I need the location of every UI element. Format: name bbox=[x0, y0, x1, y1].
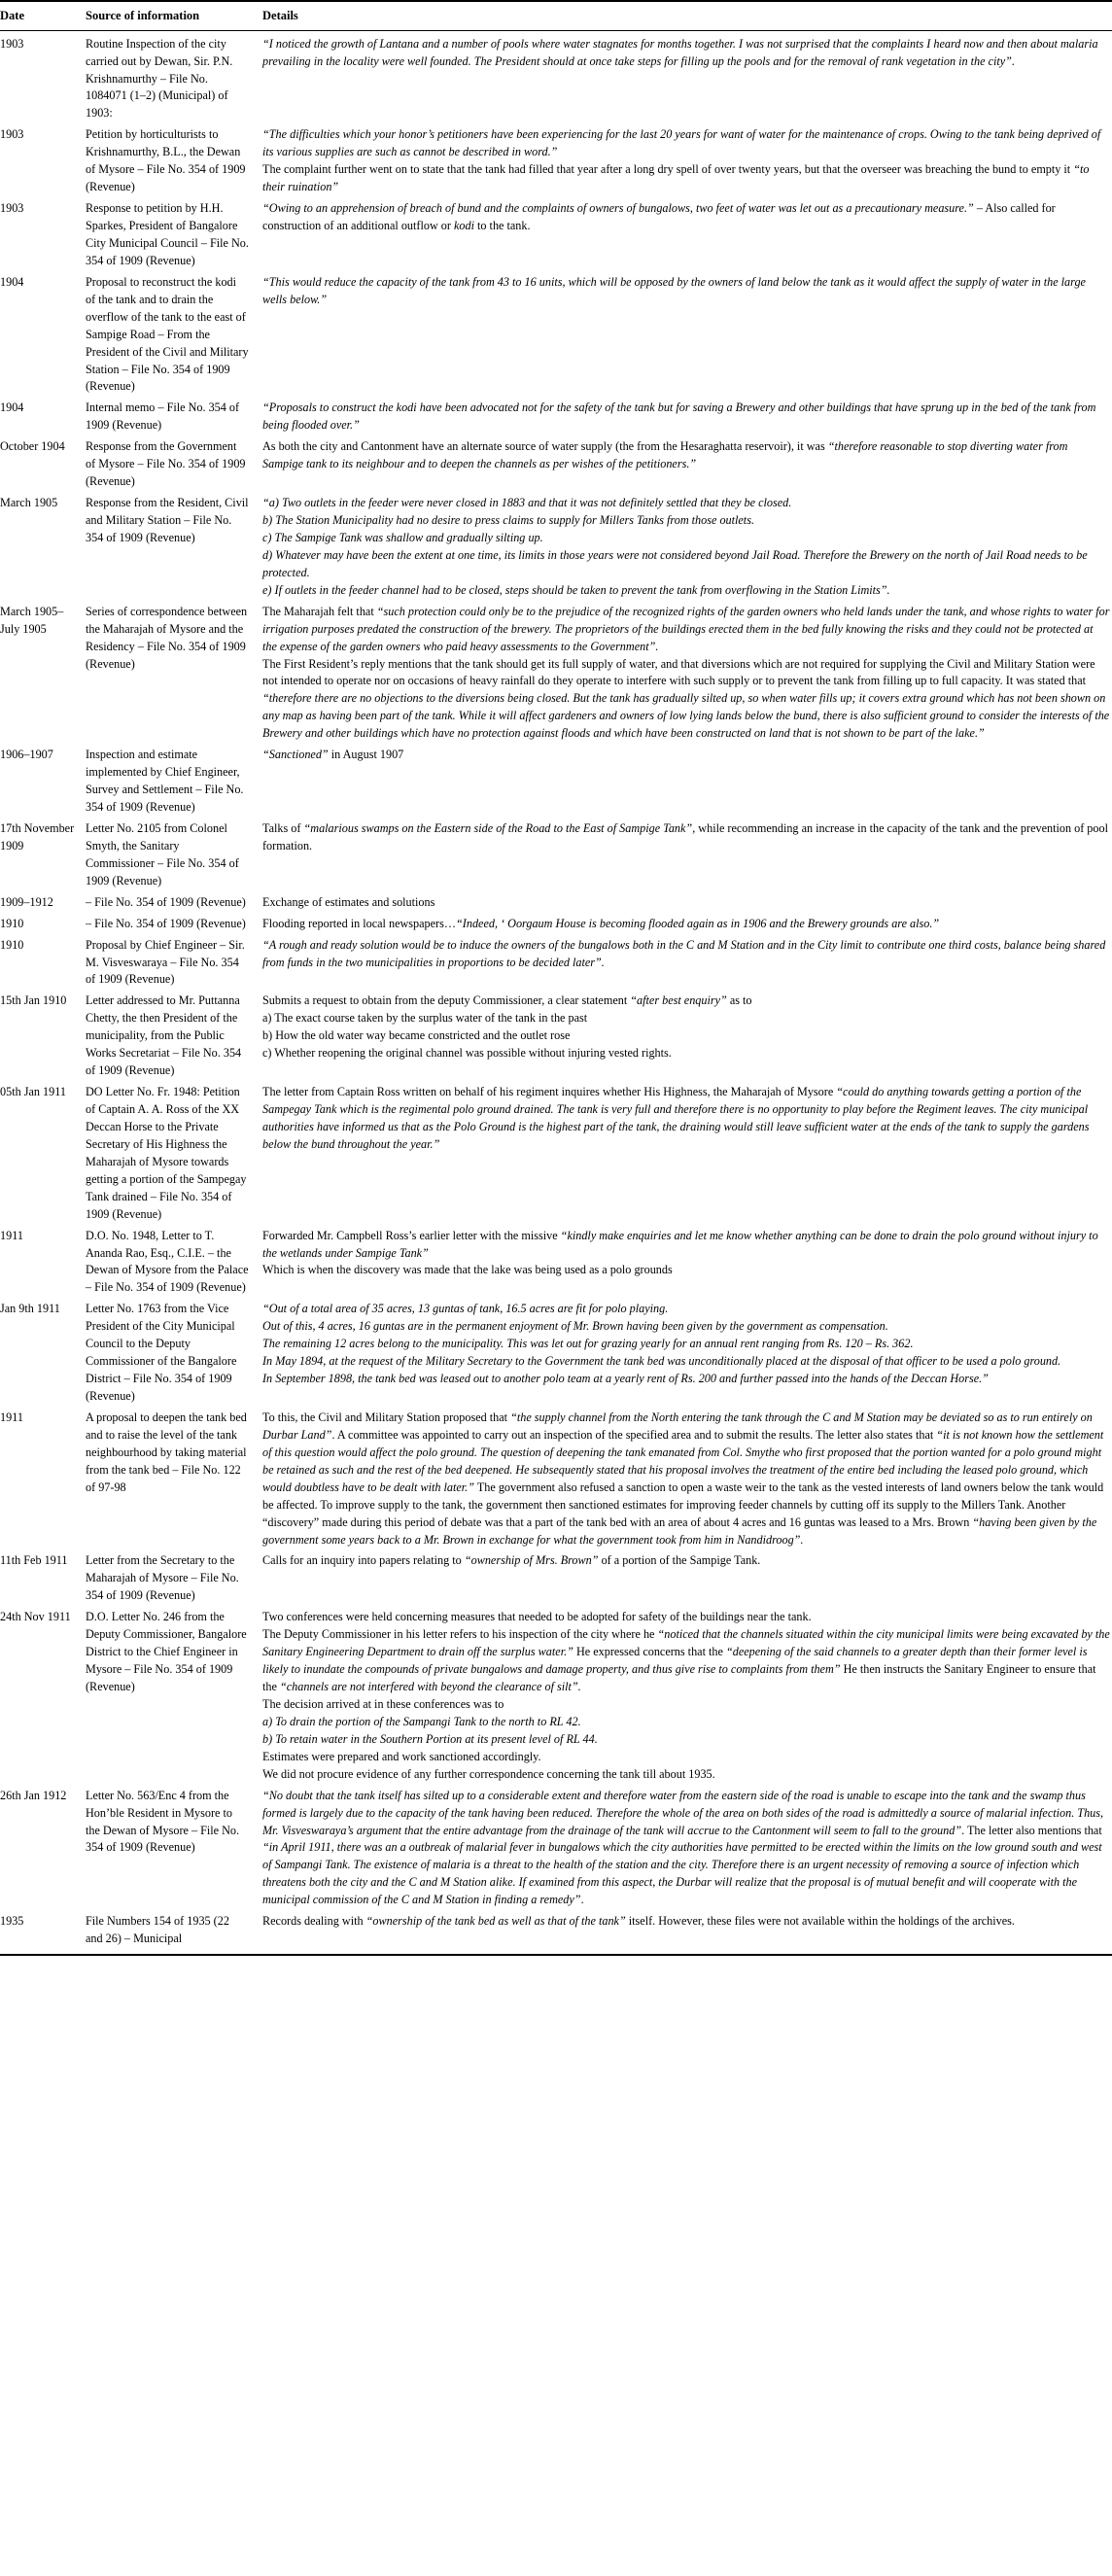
quoted-text: d) Whatever may have been the extent at one time, its limits in those years were not considered beyond Jail Road. Therefore the Brewery on the north of Jail Road needs to be protected. bbox=[262, 547, 1088, 579]
cell-source: Proposal to reconstruct the kodi of the tank and to drain the overflow of the tank to the east of Sampige Road – From the President of the Civil and Military Station – File No. 354 of 1909 (Revenue) bbox=[86, 274, 249, 394]
table-row bbox=[0, 493, 1112, 602]
detail-paragraph: To this, the Civil and Military Station proposed that “the supply channel from the North entering the tank through the C and M Station may be deviated so as to run entirely on Durbar Land”. A committee was appointed to carry out an inspection of the specified area and to submit the results. The letter also states that “it is not known how the settlement of this question would affect the polo ground. The question of deepening the tank emanated from Col. Smythe who first proposed that the portion wanted for a polo ground might be retained as such and the rest of the bed deepened. He subsequently stated that his proposal involves the treatment of the entire bed including the leased polo ground, which would doubtless have to be dealt with later.” The government also refused a sanction to open a waste weir to the tank as the vested interests of land owners below the tank would be affected. To improve supply to the tank, the government then sanctioned estimates for improving feeder channels by cutting off its supply to the Millers Tank. Another “discovery” made during this period of debate was that a part of the tank bed with an area of about 4 acres and 16 guntas was leased to a Mrs. Brown “having been given by the government some years back to a Mr. Brown in exchange for what the government took from him in Nandidroog”. bbox=[262, 1410, 1104, 1547]
table-row bbox=[0, 991, 1112, 1082]
detail-list-line bbox=[262, 547, 1110, 582]
detail-list-line bbox=[262, 1353, 1110, 1371]
table-body bbox=[0, 30, 1112, 1955]
cell-source: Proposal by Chief Engineer – Sir. M. Visveswaraya – File No. 354 of 1909 (Revenue) bbox=[86, 937, 245, 987]
detail-list-line bbox=[262, 530, 1110, 547]
table-row bbox=[0, 1226, 1112, 1300]
cell-source: A proposal to deepen the tank bed and to raise the level of the tank neighbourhood by taking material from the tank bed – File No. 122 of 97-98 bbox=[86, 1410, 247, 1494]
quoted-text: “after best enquiry” bbox=[630, 993, 727, 1008]
cell-date: 1903 bbox=[0, 127, 24, 142]
quoted-text: “could do anything towards getting a portion of the Sampegay Tank which is the regimental polo ground drained. The tank is very full and therefore there is no opportunity to play before the Regiment leaves. The city municipal authorities have informed us that as the Polo Ground is the highest part of the tank, the draining would still leave sufficient water at the ends of the tank to supply the gardens below the bund throughout the year.” bbox=[262, 1085, 1090, 1151]
quoted-text: “the supply channel from the North entering the tank through the C and M Station may be deviated so as to run entirely on Durbar Land” bbox=[262, 1410, 1093, 1442]
cell-details bbox=[262, 1911, 1112, 1955]
cell-details bbox=[262, 124, 1112, 198]
cell-source: Routine Inspection of the city carried out by Dewan, Sir. P.N. Krishnamurthy – File No. 1084071 (1–2) (Municipal) of 1903: bbox=[86, 36, 233, 121]
detail-paragraph: The letter from Captain Ross written on behalf of his regiment inquires whether His Highness, the Maharajah of Mysore “could do anything towards getting a portion of the Sampegay Tank which is the regimental polo ground drained. The tank is very full and therefore there is no opportunity to play before the Regiment leaves. The city municipal authorities have informed us that as the Polo Ground is the highest part of the tank, the draining would still leave sufficient water at the ends of the tank to supply the gardens below the bund throughout the year.” bbox=[262, 1085, 1090, 1151]
cell-date: 1903 bbox=[0, 36, 24, 51]
detail-paragraph: The First Resident’s reply mentions that the tank should get its full supply of water, and that diversions which are not required for supplying the Civil and Military Station were not intended to operate nor on occasions of heavy rainfall do they operate to interfere with such supply or to prevent the tank from filling up to full capacity. It was stated that “therefore there are no objections to the diversions being closed. But the tank has gradually silted up, so when water fills up; it covers extra ground which has not been shown on any map as having been part of the tank. While it will affect gardeners and owners of low lying lands below the bund, there is also sufficient ground to consider the interests of the Brewery and other buildings which have no protection against floods and which have been constructed on land that is not shown to be part of the lake.” bbox=[262, 656, 1110, 741]
cell-source: DO Letter No. Fr. 1948: Petition of Captain A. A. Ross of the XX Deccan Horse to the Private Secretary of His Highness the Maharajah of Mysore towards getting a portion of the Sampegay Tank drained – File No. 354 of 1909 (Revenue) bbox=[86, 1085, 247, 1221]
cell-date: 24th Nov 1911 bbox=[0, 1610, 71, 1624]
detail-paragraph bbox=[262, 126, 1110, 161]
detail-paragraph bbox=[262, 36, 1110, 71]
cell-details bbox=[262, 1607, 1112, 1785]
cell-source: Letter from the Secretary to the Maharajah of Mysore – File No. 354 of 1909 (Revenue) bbox=[86, 1553, 239, 1603]
detail-paragraph: The decision arrived at in these conferences was to bbox=[262, 1696, 504, 1711]
table-row bbox=[0, 1082, 1112, 1226]
cell-date: 1904 bbox=[0, 274, 24, 289]
detail-paragraph: Submits a request to obtain from the deputy Commissioner, a clear statement “after best enquiry” as to bbox=[262, 993, 752, 1008]
cell-details bbox=[262, 436, 1112, 493]
cell-date: Jan 9th 1911 bbox=[0, 1302, 60, 1316]
detail-list-line: a) The exact course taken by the surplus water of the tank in the past bbox=[262, 1011, 588, 1026]
cell-details bbox=[262, 1550, 1112, 1607]
detail-paragraph: The Deputy Commissioner in his letter refers to his inspection of the city where he “noticed that the channels situated within the city municipal limits were being excavated by the Sanitary Engineering Department to drain off the surplus water.” He expressed concerns that the “deepening of the said channels to a greater depth than their former level is likely to inundate the compounds of private bungalows and damage property, and thus give rise to complaints from them” He then instructs the Sanitary Engineer to ensure that the “channels are not interfered with beyond the clearance of silt”. bbox=[262, 1627, 1110, 1693]
detail-list-line bbox=[262, 1731, 1110, 1749]
detail-paragraph: Flooding reported in local newspapers…“Indeed, ‘ Oorgaum House is becoming flooded again as in 1906 and the Brewery grounds are also.” bbox=[262, 916, 940, 930]
table-row bbox=[0, 272, 1112, 399]
quoted-text: “ownership of Mrs. Brown” bbox=[464, 1553, 599, 1568]
quoted-text: “Sanctioned” bbox=[262, 748, 329, 762]
detail-list-line bbox=[262, 1714, 1110, 1731]
quoted-text: “Out of a total area of 35 acres, 13 guntas of tank, 16.5 acres are fit for polo playing. bbox=[262, 1302, 669, 1316]
table-row bbox=[0, 1299, 1112, 1408]
cell-source: Response to petition by H.H. Sparkes, President of Bangalore City Municipal Council – File No. 354 of 1909 (Revenue) bbox=[86, 201, 249, 267]
quoted-text: “Indeed, ‘ Oorgaum House is becoming flooded again as in 1906 and the Brewery grounds are also.” bbox=[456, 916, 940, 930]
detail-paragraph: Estimates were prepared and work sanctioned accordingly. bbox=[262, 1749, 541, 1763]
cell-source: Inspection and estimate implemented by Chief Engineer, Survey and Settlement – File No. 354 of 1909 (Revenue) bbox=[86, 748, 244, 814]
quoted-text: “The difficulties which your honor’s petitioners have been experiencing for the last 20 years for want of water for the maintenance of crops. Owing to the tank being deprived of its various supplies are such as cannot be described in word.” bbox=[262, 127, 1101, 159]
detail-list-line bbox=[262, 582, 1110, 600]
detail-paragraph: We did not procure evidence of any further correspondence concerning the tank till about 1935. bbox=[262, 1766, 715, 1781]
cell-details bbox=[262, 1408, 1112, 1551]
detail-paragraph: Forwarded Mr. Campbell Ross’s earlier letter with the missive “kindly make enquiries and let me know whether anything can be done to drain the polo ground without injury to the wetlands under Sampige Tank” bbox=[262, 1228, 1098, 1260]
quoted-text: “therefore there are no objections to the diversions being closed. But the tank has gradually silted up, so when water fills up; it covers extra ground which has not been shown on any map as having been part of the tank. While it will affect gardeners and owners of low lying lands below the bund, there is also sufficient ground to consider the interests of the Brewery and other buildings which have no protection against floods and which have been constructed on land that is not shown to be part of the lake.” bbox=[262, 691, 1110, 741]
quoted-text: kodi bbox=[454, 219, 474, 232]
detail-paragraph: “No doubt that the tank itself has silted up to a considerable extent and therefore water from the eastern side of the road is unable to escape into the tank and the swamp thus formed is largely due to the capacity of the tank having been reduced. Therefore the whole of the area on both sides of the road is admittedly a source of malarial infection. Thus, Mr. Visveswaraya’s argument that the entire advantage from the drainage of the tank will accrue to the Cantonment will seem to fall to the ground”. The letter also mentions that “in April 1911, there was an a outbreak of malarial fever in bungalows which the city authorities have permitted to be erected within the limits on the low ground south and west of Sampangi Tank. The existence of malaria is a threat to the health of the station and the city. Therefore there is an urgent necessity of removing a source of infection which threatens both the city and the C and M Station alike. If examined from this aspect, the Durbar will realize that the proposal is of mutual benefit and will cooperate with the municipal commission of the C and M Station in finding a remedy”. bbox=[262, 1788, 1104, 1907]
cell-details bbox=[262, 493, 1112, 602]
detail-paragraph: Which is when the discovery was made that the lake was being used as a polo grounds bbox=[262, 1263, 673, 1277]
table-header bbox=[0, 1, 1112, 30]
quoted-text: a) To drain the portion of the Sampangi Tank to the north to RL 42. bbox=[262, 1714, 581, 1728]
table-row bbox=[0, 436, 1112, 493]
cell-details bbox=[262, 602, 1112, 746]
quoted-text: “No doubt that the tank itself has silted up to a considerable extent and therefore water from the eastern side of the road is unable to escape into the tank and the swamp thus formed is largely due to the capacity of the tank having been reduced. Therefore the whole of the area on both sides of the road is admittedly a source of malarial infection. Thus, Mr. Visveswaraya’s argument that the entire advantage from the drainage of the tank will accrue to the Cantonment will seem to fall to the ground” bbox=[262, 1788, 1104, 1837]
table-row bbox=[0, 1607, 1112, 1785]
detail-paragraph: As both the city and Cantonment have an alternate source of water supply (the from the Hesaraghatta reservoir), it was “therefore reasonable to stop diverting water from Sampige tank to its neighbour and to deepen the channels as per wishes of the petitioners.” bbox=[262, 439, 1068, 471]
cell-details bbox=[262, 1082, 1112, 1226]
cell-date: October 1904 bbox=[0, 439, 65, 454]
cell-details bbox=[262, 198, 1112, 272]
quoted-text: “malarious swamps on the Eastern side of the Road to the East of Sampige Tank” bbox=[303, 820, 693, 835]
cell-date: March 1905– July 1905 bbox=[0, 604, 64, 636]
detail-paragraph: Two conferences were held concerning measures that needed to be adopted for safety of the buildings near the tank. bbox=[262, 1610, 812, 1624]
cell-details bbox=[262, 745, 1112, 818]
bottom-rule bbox=[0, 1955, 1112, 1956]
quoted-text: “noticed that the channels situated within the city municipal limits were being excavated by the Sanitary Engineering Department to drain off the surplus water.” bbox=[262, 1627, 1110, 1659]
cell-source: D.O. No. 1948, Letter to T. Ananda Rao, Esq., C.I.E. – the Dewan of Mysore from the Palace – File No. 354 of 1909 (Revenue) bbox=[86, 1228, 249, 1295]
cell-date: 1910 bbox=[0, 916, 24, 930]
quoted-text: The remaining 12 acres belong to the municipality. This was let out for grazing yearly for an annual rent ranging from Rs. 120 – Rs. 362. bbox=[262, 1337, 914, 1351]
cell-details bbox=[262, 935, 1112, 992]
cell-source: Response from the Government of Mysore – File No. 354 of 1909 (Revenue) bbox=[86, 439, 246, 489]
quoted-text: b) The Station Municipality had no desire to press claims to supply for Millers Tanks from those outlets. bbox=[262, 513, 754, 527]
quoted-text: “A rough and ready solution would be to induce the owners of the bungalows both in the C and M Station and in the City limit to contribute one third costs, balance being shared from funds in the two municipalities in proportions to be decided later”. bbox=[262, 937, 1106, 969]
quoted-text: “it is not known how the settlement of this question would affect the polo ground. The question of deepening the tank emanated from Col. Smythe who first proposed that the portion wanted for a polo ground might be retained as such and the rest of the bed deepened. He subsequently stated that his proposal involves the treatment of the entire bed including the leased polo ground, which would doubtless have to be dealt with later.” bbox=[262, 1427, 1104, 1494]
cell-date: March 1905 bbox=[0, 496, 58, 510]
detail-list-line bbox=[262, 512, 1110, 530]
cell-date: 05th Jan 1911 bbox=[0, 1085, 66, 1099]
cell-date: 1911 bbox=[0, 1228, 23, 1242]
quoted-text: “therefore reasonable to stop diverting water from Sampige tank to its neighbour and to deepen the channels as per wishes of the petitioners.” bbox=[262, 439, 1068, 471]
cell-source: Letter addressed to Mr. Puttanna Chetty, the then President of the municipality, from the Public Works Secretariat – File No. 354 of 1909 (Revenue) bbox=[86, 993, 242, 1078]
cell-date: 11th Feb 1911 bbox=[0, 1553, 68, 1568]
quoted-text: “a) Two outlets in the feeder were never closed in 1883 and that it was not definitely settled that they be closed. bbox=[262, 496, 792, 510]
detail-paragraph: The Maharajah felt that “such protection could only be to the prejudice of the recognized rights of the garden owners who held lands under the tank, and whose rights to water for irrigation purposes predated the construction of the brewery. The proprietors of the buildings erected them in the bed fully knowing the risks and they could not be protected at the expense of the garden owners who paid heavy assessments to the Government”. bbox=[262, 604, 1110, 653]
cell-details bbox=[262, 1299, 1112, 1408]
cell-details bbox=[262, 30, 1112, 124]
detail-list-line bbox=[262, 1318, 1110, 1336]
detail-paragraph: Records dealing with “ownership of the tank bed as well as that of the tank” itself. However, these files were not available within the holdings of the archives. bbox=[262, 1914, 1015, 1929]
cell-source: D.O. Letter No. 246 from the Deputy Commissioner, Bangalore District to the Chief Engineer in Mysore – File No. 354 of 1909 (Revenue) bbox=[86, 1610, 247, 1693]
cell-source: Petition by horticulturists to Krishnamurthy, B.L., the Dewan of Mysore – File No. 354 of 1909 (Revenue) bbox=[86, 127, 246, 194]
cell-source: File Numbers 154 of 1935 (22 and 26) – Municipal bbox=[86, 1914, 229, 1946]
detail-paragraph: Calls for an inquiry into papers relating to “ownership of Mrs. Brown” of a portion of the Sampige Tank. bbox=[262, 1553, 761, 1568]
cell-details bbox=[262, 991, 1112, 1082]
table-row bbox=[0, 914, 1112, 935]
cell-date: 1909–1912 bbox=[0, 894, 53, 909]
table-row bbox=[0, 818, 1112, 892]
cell-date: 1906–1907 bbox=[0, 748, 53, 762]
cell-date: 1911 bbox=[0, 1410, 23, 1424]
quoted-text: “kindly make enquiries and let me know whether anything can be done to drain the polo ground without injury to the wetlands under Sampige Tank” bbox=[262, 1228, 1098, 1260]
table-row bbox=[0, 892, 1112, 914]
cell-date: 15th Jan 1910 bbox=[0, 993, 67, 1008]
cell-source: Series of correspondence between the Maharajah of Mysore and the Residency – File No. 354 of 1909 (Revenue) bbox=[86, 604, 248, 671]
detail-paragraph: “Sanctioned” in August 1907 bbox=[262, 748, 404, 762]
detail-paragraph: Talks of “malarious swamps on the Eastern side of the Road to the East of Sampige Tank”, while recommending an increase in the capacity of the tank and the prevention of pool formation. bbox=[262, 820, 1108, 853]
detail-list-line: c) Whether reopening the original channel was possible without injuring vested rights. bbox=[262, 1046, 672, 1061]
cell-date: 26th Jan 1912 bbox=[0, 1788, 67, 1802]
quoted-text: “I noticed the growth of Lantana and a number of pools where water stagnates for months together. I was not surprised that the complaints I heard now and then about malaria prevailing in the locality were well founded. The President should at once take steps for filling up the pools and for the removal of rank vegetation in the city”. bbox=[262, 36, 1098, 68]
cell-source: Letter No. 1763 from the Vice President of the City Municipal Council to the Deputy Commissioner of the Bangalore District – File No. 354 of 1909 (Revenue) bbox=[86, 1302, 237, 1403]
cell-date: 1904 bbox=[0, 400, 24, 415]
cell-details bbox=[262, 1226, 1112, 1300]
detail-paragraph bbox=[262, 274, 1110, 309]
cell-source: – File No. 354 of 1909 (Revenue) bbox=[86, 894, 246, 909]
table-row bbox=[0, 745, 1112, 818]
detail-list-line bbox=[262, 1301, 1110, 1318]
table-row bbox=[0, 1550, 1112, 1607]
quoted-text: “channels are not interfered with beyond the clearance of silt”. bbox=[279, 1680, 581, 1693]
column-header-source: Source of information bbox=[86, 1, 262, 30]
quoted-text: c) The Sampige Tank was shallow and gradually silting up. bbox=[262, 530, 543, 544]
cell-source: Letter No. 563/Enc 4 from the Hon’ble Resident in Mysore to the Dewan of Mysore – File No. 354 of 1909 (Revenue) bbox=[86, 1788, 240, 1855]
quoted-text: “in April 1911, there was an a outbreak of malarial fever in bungalows which the city authorities have permitted to be erected within the limits on the low ground south and west of Sampangi Tank. The existence of malaria is a threat to the health of the station and the city. Therefore there is an urgent necessity of removing a source of infection which threatens both the city and the C and M Station alike. If examined from this aspect, the Durbar will realize that the proposal is of mutual benefit and will cooperate with the municipal commission of the C and M Station in finding a remedy” bbox=[262, 1840, 1102, 1907]
cell-date: 1935 bbox=[0, 1914, 24, 1929]
table-row bbox=[0, 602, 1112, 746]
cell-source: Response from the Resident, Civil and Military Station – File No. 354 of 1909 (Revenue) bbox=[86, 496, 249, 544]
detail-paragraph: “Owing to an apprehension of breach of bund and the complaints of owners of bungalows, two feet of water was let out as a precautionary measure.” – Also called for construction of an additional outflow or kodi to the tank. bbox=[262, 201, 1056, 232]
quoted-text: b) To retain water in the Southern Portion at its present level of RL 44. bbox=[262, 1731, 598, 1746]
quoted-text: e) If outlets in the feeder channel had to be closed, steps should be taken to prevent the tank from overflowing in the Station Limits”. bbox=[262, 582, 890, 597]
table-row bbox=[0, 30, 1112, 124]
quoted-text: “Owing to an apprehension of breach of bund and the complaints of owners of bungalows, two feet of water was let out as a precautionary measure.” bbox=[262, 201, 974, 216]
cell-source: Internal memo – File No. 354 of 1909 (Revenue) bbox=[86, 400, 240, 433]
quoted-text: “This would reduce the capacity of the tank from 43 to 16 units, which will be opposed by the owners of land below the tank as it would affect the supply of water in the large wells below.” bbox=[262, 274, 1086, 306]
table-row bbox=[0, 124, 1112, 198]
cell-date: 1910 bbox=[0, 937, 24, 952]
table-row bbox=[0, 198, 1112, 272]
cell-details bbox=[262, 892, 1112, 914]
quoted-text: “ownership of the tank bed as well as that of the tank” bbox=[365, 1914, 626, 1929]
cell-date: 1903 bbox=[0, 201, 24, 216]
detail-list-line bbox=[262, 1336, 1110, 1353]
cell-date: 17th November 1909 bbox=[0, 820, 75, 853]
cell-details bbox=[262, 914, 1112, 935]
detail-list-line bbox=[262, 495, 1110, 512]
detail-paragraph bbox=[262, 400, 1110, 435]
column-header-details: Details bbox=[262, 1, 1112, 30]
quoted-text: In May 1894, at the request of the Military Secretary to the Government the tank bed was unconditionally placed at the disposal of that officer to be used a polo ground. bbox=[262, 1354, 1061, 1369]
cell-details bbox=[262, 272, 1112, 399]
table-row bbox=[0, 1408, 1112, 1551]
cell-details bbox=[262, 818, 1112, 892]
quoted-text: “Proposals to construct the kodi have been advocated not for the safety of the tank but for saving a Brewery and other buildings that have sprung up in the bed of the tank from being flooded over.” bbox=[262, 400, 1096, 433]
column-header-date: Date bbox=[0, 1, 86, 30]
cell-source: Letter No. 2105 from Colonel Smyth, the Sanitary Commissioner – File No. 354 of 1909 (Revenue) bbox=[86, 820, 239, 888]
detail-paragraph: The complaint further went on to state that the tank had filled that year after a long dry spell of over twenty years, but that the overseer was breaching the bund to empty it “to their ruination” bbox=[262, 162, 1090, 194]
table-row bbox=[0, 398, 1112, 436]
table-footer bbox=[0, 1955, 1112, 1956]
cell-details bbox=[262, 1786, 1112, 1912]
quoted-text: In September 1898, the tank bed was leased out to another polo team at a yearly rent of Rs. 200 and further passed into the hands of the Deccan Horse.” bbox=[262, 1372, 989, 1386]
table-row bbox=[0, 935, 1112, 992]
quoted-text: Out of this, 4 acres, 16 guntas are in the permanent enjoyment of Mr. Brown having been given by the government as compensation. bbox=[262, 1319, 888, 1334]
detail-list-line bbox=[262, 1371, 1110, 1388]
detail-paragraph bbox=[262, 937, 1110, 972]
quoted-text: “deepening of the said channels to a greater depth than their former level is likely to inundate the compounds of private bungalows and damage property, and thus give rise to complaints from them” bbox=[262, 1645, 1088, 1677]
quoted-text: “to their ruination” bbox=[262, 162, 1090, 194]
quoted-text: “such protection could only be to the prejudice of the recognized rights of the garden owners who held lands under the tank, and whose rights to water for irrigation purposes predated the construction of the brewery. The proprietors of the buildings erected them in the bed fully knowing the risks and they could not be protected at the expense of the garden owners who paid heavy assessments to the Government”. bbox=[262, 604, 1110, 653]
cell-details bbox=[262, 398, 1112, 436]
detail-paragraph: Exchange of estimates and solutions bbox=[262, 894, 435, 909]
table-row bbox=[0, 1911, 1112, 1955]
quoted-text: “having been given by the government some years back to a Mr. Brown in exchange for what the government took from him in Nandidroog”. bbox=[262, 1514, 1097, 1547]
cell-source: – File No. 354 of 1909 (Revenue) bbox=[86, 916, 246, 930]
detail-list-line: b) How the old water way became constricted and the outlet rose bbox=[262, 1028, 571, 1043]
table-row bbox=[0, 1786, 1112, 1912]
